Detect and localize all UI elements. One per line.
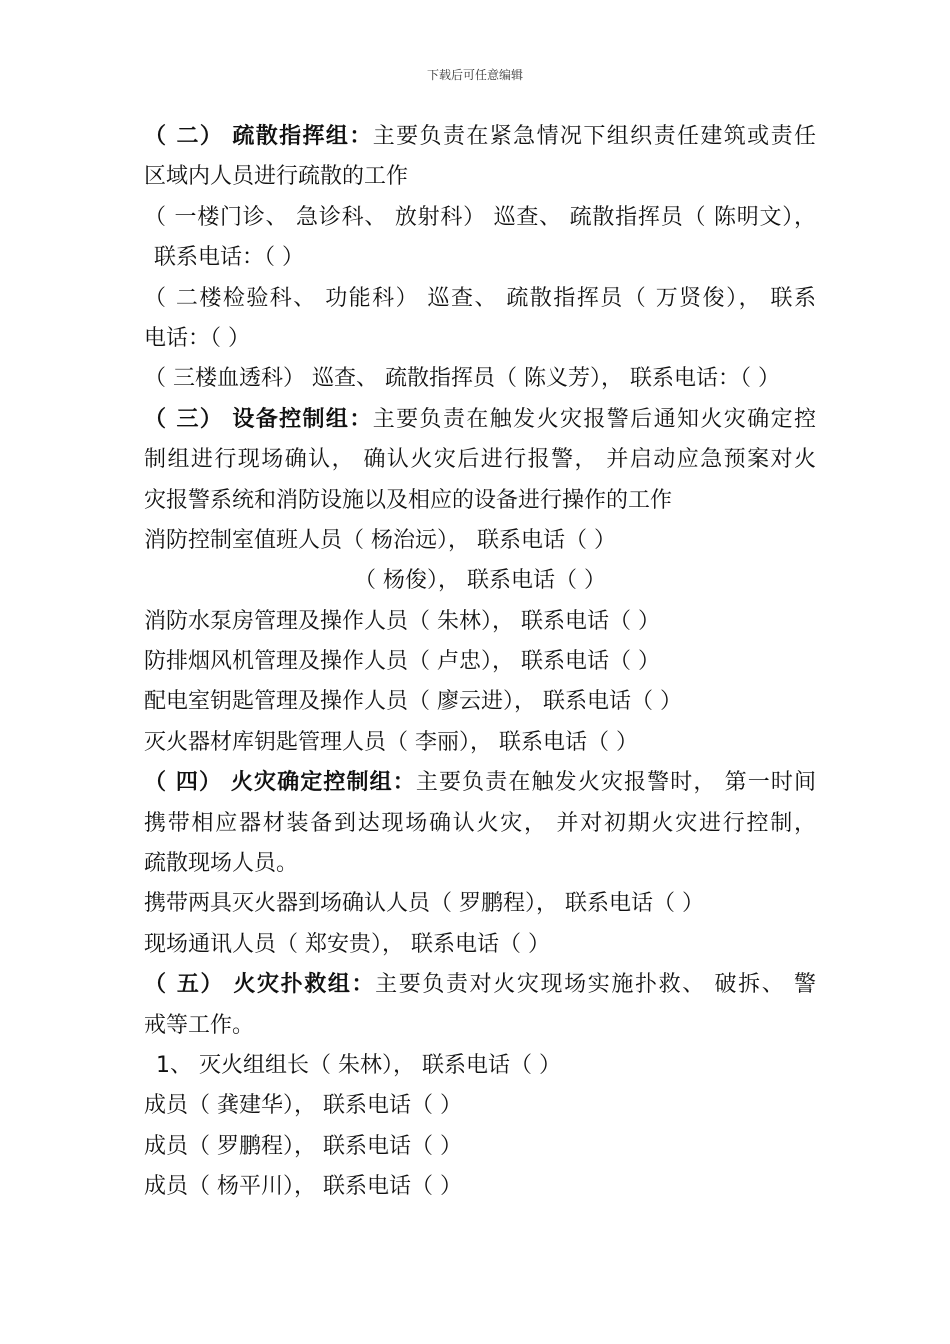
paragraph-line: 现场通讯人员（ 郑安贵）， 联系电话（ ）: [144, 931, 550, 957]
section-heading: （ 五） 火灾扑救组：: [144, 972, 376, 998]
section-5-heading-line: [144, 965, 816, 1005]
section-description: 主要负责在触发火灾报警时， 第一时间: [415, 770, 816, 796]
paragraph-line: （ 三楼血透科） 巡查、 疏散指挥员（ 陈义芳）， 联系电话：（ ）: [144, 366, 780, 392]
paragraph-line: 1、 灭火组组长（ 朱林）， 联系电话（ ）: [156, 1052, 561, 1078]
section-4-heading-line: [144, 763, 816, 803]
paragraph-line: 配电室钥匙管理及操作人员（ 廖云进）， 联系电话（ ）: [144, 689, 682, 715]
paragraph-line: 电话：（ ）: [144, 325, 250, 351]
paragraph-line: 灾报警系统和消防设施以及相应的设备进行操作的工作: [144, 487, 673, 513]
section-heading: （ 三） 设备控制组：: [144, 406, 373, 432]
paragraph-line: 成员（ 杨平川）， 联系电话（ ）: [144, 1174, 462, 1200]
paragraph-line: 成员（ 罗鹏程）， 联系电话（ ）: [144, 1133, 462, 1159]
paragraph-line: （ 一楼门诊、 急诊科、 放射科） 巡查、 疏散指挥员（ 陈明文），: [144, 204, 816, 230]
section-heading: （ 四） 火灾确定控制组：: [144, 770, 416, 796]
document-body: [144, 117, 816, 1208]
paragraph-line: 区域内人员进行疏散的工作: [144, 164, 409, 190]
paragraph-line: 灭火器材库钥匙管理人员（ 李丽）， 联系电话（ ）: [144, 729, 638, 755]
paragraph-line: 制组进行现场确认， 确认火灾后进行报警， 并启动应急预案对火: [144, 447, 816, 473]
paragraph-line: 成员（ 龚建华）， 联系电话（ ）: [144, 1093, 462, 1119]
paragraph-line: 疏散现场人员。: [144, 851, 299, 877]
paragraph-line: 携带相应器材装备到达现场确认火灾， 并对初期火灾进行控制，: [144, 810, 816, 836]
section-description: 主要负责对火灾现场实施扑救、 破拆、 警: [375, 972, 816, 998]
section-3-heading-line: [144, 400, 816, 440]
paragraph-line: 携带两具灭火器到场确认人员（ 罗鹏程）， 联系电话（ ）: [144, 891, 704, 917]
paragraph-line: （ 二楼检验科、 功能科） 巡查、 疏散指挥员（ 万贤俊）， 联系: [144, 285, 816, 311]
header-note: 下载后可任意编辑: [426, 68, 523, 82]
section-2-heading-line: [144, 117, 816, 157]
paragraph-line: 消防控制室值班人员（ 杨治远）， 联系电话（ ）: [144, 527, 616, 553]
paragraph-line: 消防水泵房管理及操作人员（ 朱林）， 联系电话（ ）: [144, 608, 660, 634]
section-heading: （ 二） 疏散指挥组：: [144, 124, 373, 149]
section-description: 主要负责在紧急情况下组织责任建筑或责任: [372, 124, 816, 149]
section-description: 主要负责在触发火灾报警后通知火灾确定控: [372, 406, 816, 432]
paragraph-line: 联系电话：（ ）: [154, 245, 304, 271]
paragraph-line: 戒等工作。: [144, 1012, 255, 1038]
paragraph-line: （ 杨俊）， 联系电话（ ）: [354, 568, 606, 594]
paragraph-line: 防排烟风机管理及操作人员（ 卢忠）， 联系电话（ ）: [144, 649, 660, 675]
